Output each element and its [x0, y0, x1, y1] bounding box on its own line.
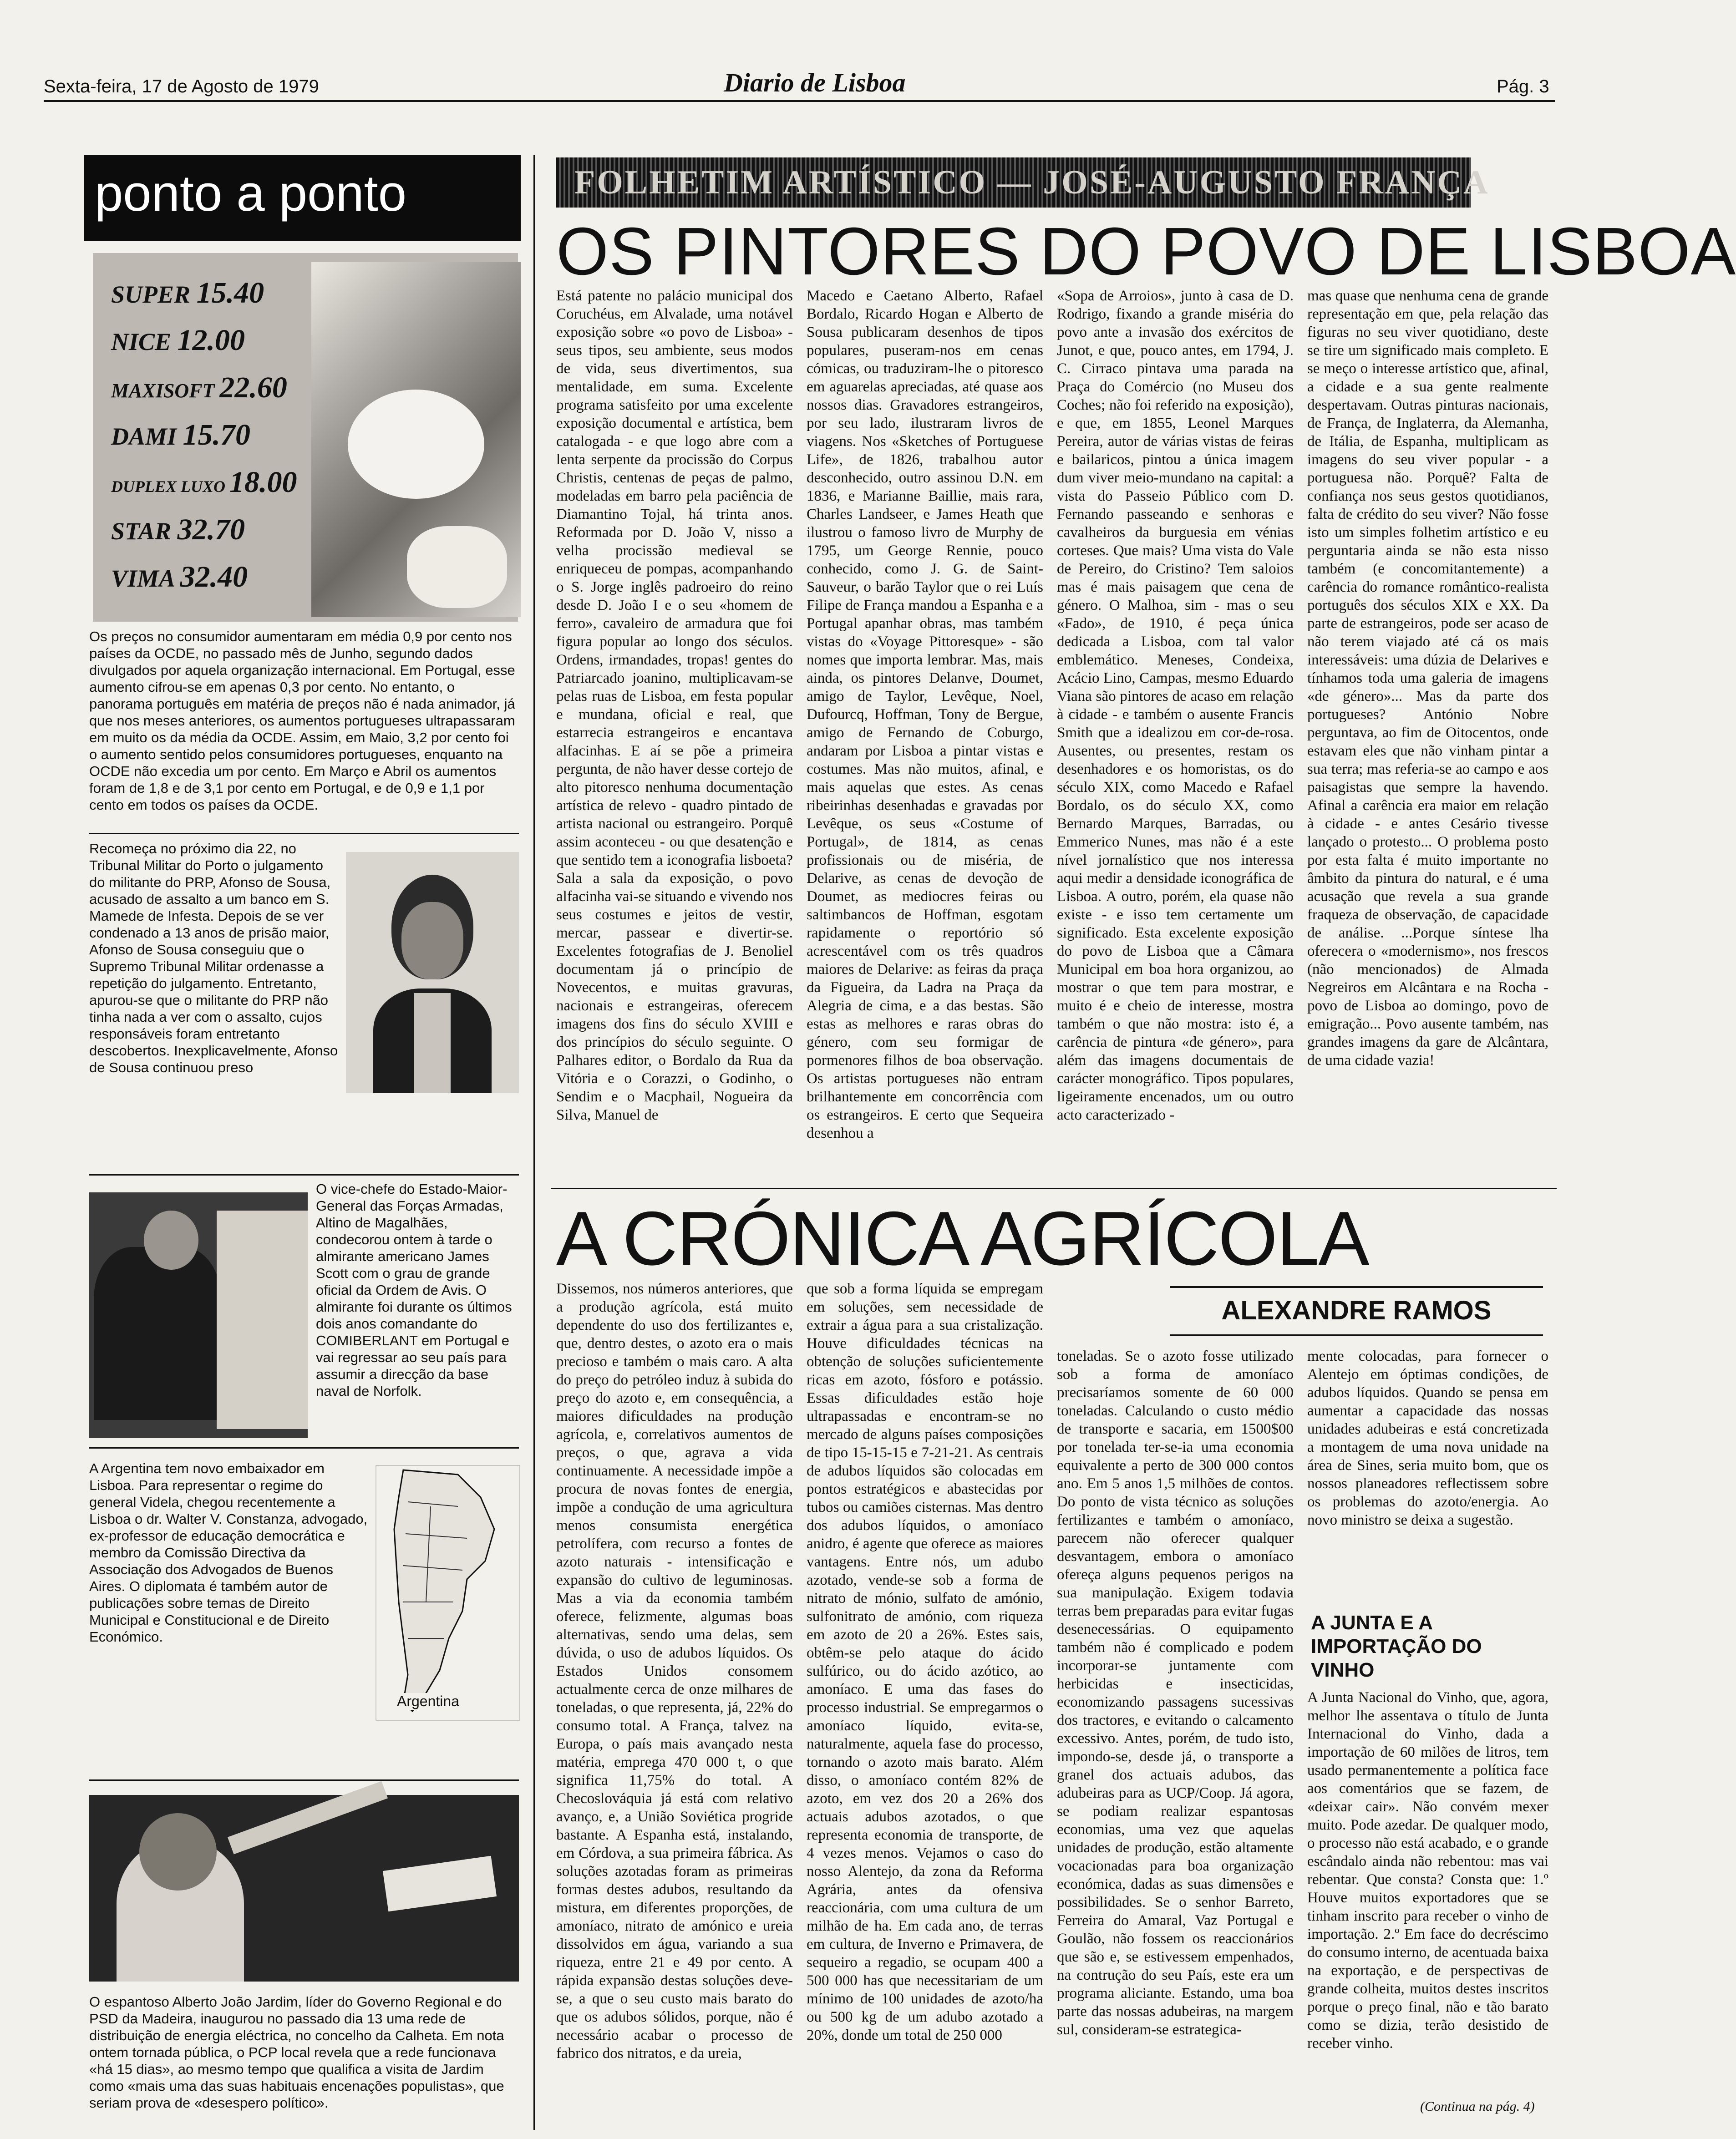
article-text-col-4: mas quase que nenhuma cena de grande representação em que, pela relação das figuras no seu viver quotidiano, deste se tire um significado mais completo. E se meço o interesse artístico que, afinal, a cidade e a sua gente realmente despertavam. Outras pinturas nacionais, de França, de Inglaterra, da Alemanha, de Itália, de Espanha, multiplicam as imagens do seu viver popular - a portuguesa não. Porquê? Falta de confiança nos seus gestos quotidianos, falta de crédito do seu viver? Não fosse isto um simples folhetim artístico e eu perguntaria ainda se não esta nisso também (e concomitantemente) a carência do romance romântico-realista português dos séculos XIX e XX. Da parte de estrangeiros, pode ser acaso de não terem viajado até cá os mais interessáveis: uma dúzia de Delarives e tínhamos toda uma galeria de imagens «de género»... Mas da parte dos portugueses? António Nobre perguntava, ao fim de Oitocentos, onde estavam eles que não vinham pintar a sua terra; mas referia-se ao campo e aos paisagistas que sempre la havendo. Afinal a carência era maior em relação à cidade - e antes Cesário tivesse lançado o protesto... O problema posto por esta falta é muito importante no âmbito da pintura do natural, e é uma acusação que revela a sua grande fraqueza de observação, de capacidade de análise. ...Porque síntese lha oferecera o «modernismo», nos frescos (não mencionados) de Almada Negreiros em Alcântara e na Rocha - povo de Lisboa ao domingo, povo de emigração... Povo ausente também, nas grandes imagens da gare de Alcântara, de uma cidade vazia!: [1307, 288, 1548, 1069]
byline-rule-bottom: [1170, 1334, 1543, 1336]
article-text-col-3: toneladas. Se o azoto fosse utilizado sob a forma de amoníaco precisaríamos somente de 60 000 toneladas. Calculando o custo médio de transporte e sacaria, em 1500$00 por tonelada ter-se-ia uma economia equivalente a perto de 300 000 contos ano. Em 5 anos 1,5 milhões de contos. Do ponto de vista técnico as soluções fertilizantes e também o amoníaco, parecem não oferecer qualquer desvantagem, embora o amoníaco ofereça alguns pequenos perigos na sua manipulação. Exigem todavia terras bem preparadas para evitar fugas desenecessárias. O equipamento também não é complicado e podem incorporar-se juntamente com herbicidas e insecticidas, economizando passagens sucessivas dos tractores, e evitando o calcamento excessivo. Antes, porém, de tudo isto, impondo-se, desde já, o transporte a granel dos actuais adubos, das adubeiras para as UCP/Coop. Já agora, se podiam realizar espantosas economias, uma vez que aquelas unidades de produção, estão altamente vocacionadas para boa organização económica, dadas as suas dimensões e possibilidades. Se o senhor Barreto, Ferreira do Amaral, Vaz Portugal e Goulão, não fossem os reaccionários que são e, se estivessem empenhados, na contrução do seu País, este era um programa aliciante. Estando, uma boa parte das nossas adubeiras, na margem sul, consideram-se estrategica-: [1057, 1348, 1294, 2038]
section-heading-ponto-a-ponto: ponto a ponto: [84, 155, 521, 241]
news-item-argentina: A Argentina tem novo embaixador em Lisboa. Para representar o regime do general Videla, chegou recentemente a Lisboa o dr. Walter V. Constanza, advogado, ex-professor de educação democrática e membro da Comissão Directiva da Associação dos Advogados de Buenos Aires. O diplomata é também autor de publicações sobre temas de Direito Municipal e Constitucional e de Direito Económico.: [89, 1460, 368, 1645]
sign-label: SUPER: [111, 281, 191, 308]
article-headline-cronica: A CRÓNICA AGRÍCOLA: [556, 1196, 1369, 1281]
article-text-col-3: «Sopa de Arroios», junto à casa de D. Rodrigo, fixando a grande miséria do povo ante a invasão dos exércitos de Junot, e que, pouco antes, em 1794, J. C. Cirraco pintava uma parada na Praça do Comércio (no Museu dos Coches; não foi referido na exposição), e que, em 1855, Leonel Marques Pereira, autor de várias vistas de feiras e bailaricos, pintou a única imagem dum viver meio-mundano na capital: a vista do Passeio Público com D. Fernando passeando e senhoras e cavalheiros da burguesia em vénias corteses. Que mais? Uma vista do Vale de Pereiro, do Cristino? Tem saloios mas é mais paisagem que cena de género. O Malhoa, sim - mas o seu «Fado», de 1910, é peça única dedicada a Lisboa, com tal valor emblemático. Meneses, Condeixa, Acácio Lino, Campas, mesmo Eduardo Viana são pintores de acaso em relação à cidade - e também o ausente Francis Smith que a idealizou em cor-de-rosa. Ausentes, ou presentes, restam os desenhadores e os homoristas, os do século XIX, como Macedo e Rafael Bordalo, os do século XX, como Bernardo Marques, Barradas, ou Emmerico Nunes, mas não é a este nível jornalístico que nos interessa aqui medir a densidade iconográfica de Lisboa. A outro, porém, ela quase não existe - e isso tem certamente um significado. Esta excelente exposição do povo de Lisboa que a Câmara Municipal em boa hora organizou, ao mostrar o que tem para mostrar, e muito é e cheio de interesse, mostra também o que não mostra: isto é, a carência de pintura «de género», para além das imagens documentais de carácter monográfico. Tipos populares, ligeiramente encenados, um ou outro acto caracterizado -: [1057, 288, 1294, 1123]
item-divider: [89, 1779, 519, 1781]
item-divider: [89, 1447, 519, 1449]
newspaper-title: Diario de Lisboa: [724, 68, 906, 97]
sign-label: STAR: [111, 517, 172, 545]
sign-label: DAMI: [111, 423, 177, 450]
article-text-col-1: Dissemos, nos números anteriores, que a produção agrícola, está muito dependente do uso dos fertilizantes e, que, dentro destes, o azoto era o mais precioso e também o mais caro. A alta do preço do petróleo induz à subida do preço do azoto e, em consequência, a maiores dificuldades na produção agrícola, e, correlativos aumentos de preços, o que, agrava a vida continuamente. A necessidade impõe a procura de novas fontes de energia, impõe a condução de uma agricultura menos consumista energética petrolífera, com recurso a fontes de azoto naturais - intensificação e expansão do cultivo de leguminosas. Mas a via da economia também oferece, felizmente, algumas boas alternativas, sendo uma delas, sem dúvida, o uso de adubos líquidos. Os Estados Unidos consomem actualmente cerca de onze milhares de toneladas, o que representa, já, 22% do consumo total. A França, talvez na Europa, o país mais avançado nesta matéria, emprega 470 000 t, o que significa 11,75% do total. A Checoslováquia já está com relativo avanço, e, a União Soviética progride bastante. A Espanha está, instalando, em Córdova, a sua primeira fábrica. As soluções azotadas foram as primeiras formas destes adubos, resultando da mistura, em diferentes proporções, de amoníaco, nitrato de amónico e ureia dissolvidos em água, variando a sua riqueza, entre 21 e 49 por cento. A rápida expansão destas soluções deve-se, a que o seu custo mais barato do que os adubos sólidos, porque, não é necessário acabar o processo de fabrico dos nitratos, e da ureia,: [556, 1281, 793, 2062]
sign-label: DUPLEX LUXO: [111, 477, 225, 496]
page-number: Pág. 3: [1497, 76, 1549, 96]
sign-price: 32.70: [177, 513, 245, 546]
item-divider: [89, 833, 519, 834]
news-item-trial: Recomeça no próximo dia 22, no Tribunal Militar do Porto o julgamento do militante do PRP, Afonso de Sousa, acusado de assalto a um banco em S. Mamede de Infesta. Depois de se ver condenado a 13 anos de prisão maior, Afonso de Sousa conseguiu que o Supremo Tribunal Militar ordenasse a repetição do julgamento. Entretanto, apurou-se que o militante do PRP não tinha nada a ver com o assalto, cujos responsáveis foram entretanto descobertos. Inexplicavelmente, Afonso de Sousa continuou preso: [89, 841, 338, 1075]
sign-label: MAXISOFT: [111, 380, 215, 402]
news-item-decoration: O vice-chefe do Estado-Maior-General das Forças Armadas, Altino de Magalhães, condecorou ontem à tarde o almirante americano James Scott com o grau de grande oficial da Ordem de Avis. O almirante foi durante os últimos dois anos comandante do COMIBERLANT em Portugal e vai regressar ao seu país para assumir a direcção da base naval de Norfolk.: [316, 1181, 512, 1399]
masthead-rule: [44, 100, 1555, 102]
issue-date: Sexta-feira, 17 de Agosto de 1979: [44, 76, 319, 96]
byline-rule-top: [1170, 1286, 1543, 1288]
article-headline-pintores: OS PINTORES DO POVO DE LISBOA: [556, 214, 1736, 289]
price-list: [111, 276, 311, 607]
sign-price: 18.00: [229, 466, 297, 499]
sign-label: VIMA: [111, 565, 174, 592]
sign-label: NICE: [111, 328, 172, 355]
folhetim-banner: FOLHETIM ARTÍSTICO — JOSÉ-AUGUSTO FRANÇA: [556, 157, 1471, 208]
article-text-col-2: Macedo e Caetano Alberto, Rafael Bordalo, Ricardo Hogan e Alberto de Sousa publicaram desenhos de tipos populares, puseram-nos em cenas cómicas, ou traduziram-lhe o pitoresco em aguarelas apreciadas, até quase aos nossos dias. Gravadores estrangeiros, por seu lado, ilustraram livros de viagens. Nos «Sketches of Portuguese Life», de 1826, trabalhou autor desconhecido, outro assinou D.N. em 1836, e Marianne Baillie, mais rara, Charles Landseer, e James Heath que ilustrou o famoso livro de Murphy de 1795, um George Rennie, pouco conhecido, como J. G. de Saint-Sauveur, o barão Taylor que o rei Luís Filipe de França mandou a Espanha e a Portugal apanhar obras, mas também vistas do «Voyage Pittoresque» - são nomes que importa lembrar. Mas, mais ainda, os pintores Delanve, Doumet, amigo de Taylor, Levêque, Noel, Dufourcq, Hoffman, Tony de Bergue, amigo de Fernando de Coburgo, andaram por Lisboa a pintar vistas e costumes. Mas não muitos, afinal, e mais aquelas que estes. As cenas ribeirinhas desenhadas e gravadas por Levêque, os seus «Costume of Portugal», de 1814, as cenas profissionais ou de miséria, de Delarive, as cenas de devoção de Doumet, as mediocres feiras ou saltimbancos de Hoffman, esgotam rapidamente o reportório só acrescentável com os três quadros maiores de Delarive: as feiras da praça da Figueira, da Ladra na Praça da Alegria de cima, e a das bestas. São estas as melhores e raras obras do género, com seu formigar de pormenores filhos de boa observação. Os artistas portugueses não entram brilhantemente em concorrência com os estrangeiros. E certo que Sequeira desenhou a: [807, 288, 1043, 1141]
article-text-col-1: Está patente no palácio municipal dos Coruchéus, em Alvalade, uma notável exposição sobre «o povo de Lisboa» - seus tipos, seu ambiente, seus modos de vida, seus divertimentos, sua mentalidade, em suma. Excelente programa satisfeito por uma excelente exposição documental e artística, bem catalogada - e que logo abre com a lenta serpente da procissão do Corpus Christis, centenas de peças de palmo, modeladas em barro pela paciência de Diamantino Tojal, há trinta anos. Reformada por D. João V, nisso a velha procissão medieval se enriqueceu de pompas, acompanhando o S. Jorge inglês padroeiro do reino desde D. João I e o seu «homem de ferro», cavaleiro de armadura que foi figura popular ao longo dos séculos. Ordens, irmandades, tropas! gentes do Patriarcado joanino, multiplicavam-se pelas ruas de Lisboa, em festa popular e mundana, oficial e real, que estarrecia estrangeiros e encantava alfacinhas. E aí se põe a primeira pergunta, de não haver desse cortejo de alto pitoresco nenhuma documentação artística de relevo - quadro pintado de artista nacional ou estrangeiro. Porquê assim aconteceu - ou que desatenção e que sentido tem a iconografia lisboeta? Sala a sala da exposição, o povo alfacinha vai-se situando e vivendo nos seus costumes e jeitos de vestir, mercar, passear e divertir-se. Excelentes fotografias de J. Benoliel documentam já o princípio de Novecentos, e muitas gravuras, nacionais e estrangeiras, oferecem imagens dos fins do século XVIII e dos princípios do século seguinte. O Palhares editor, o Bordalo da Rua da Vitória e o Corazzi, o Godinho, o Sendim e o Macphail, Nogueira da Silva, Manuel de: [556, 288, 793, 1123]
news-item-prices: Os preços no consumidor aumentaram em média 0,9 por cento nos países da OCDE, no passado mês de Junho, segundo dados divulgados por aquela organização internacional. Em Portugal, esse aumento cifrou-se em apenas 0,3 por cento. No entanto, o panorama português em matéria de preços não é nada animador, já que nos meses anteriores, os aumentos portugueses ultrapassaram em muito os da média da OCDE. Assim, em Maio, 3,2 por cento foi o aumento sentido pelos consumidores portugueses, enquanto na OCDE não excedia um por cento. Em Março e Abril os aumentos foram de 1,8 e de 3,1 por cento em Portugal, e de 0,9 e 1,1 por cento em todos os países da OCDE.: [89, 629, 515, 813]
portrait-photo-afonso-de-sousa: [346, 852, 519, 1093]
map-label: Argentina: [394, 1693, 462, 1710]
continued-on-page-note: (Continua na pág. 4): [1420, 2099, 1535, 2114]
alberto-joao-jardim-photo: [89, 1795, 519, 1982]
subheading-junta: A JUNTA E A IMPORTAÇÃO DO VINHO: [1311, 1612, 1482, 1681]
argentina-map: [376, 1465, 520, 1720]
sign-price: 15.70: [183, 418, 251, 451]
item-divider: [89, 1174, 519, 1176]
sidebar-rule: [533, 155, 535, 2130]
sign-price: 15.40: [196, 276, 264, 309]
sign-price: 12.00: [177, 324, 245, 357]
article-text-col-4-top: mente colocadas, para fornecer o Alentejo em óptimas condições, de adubos líquidos. Quando se pensa em aumentar a capacidade das nossas unidades adubeiras e está concretizada a montagem de uma nova unidade na área de Sines, seria muito bom, que os nossos planeadores reflectissem sobre os problemas do azoto/energia. Ao novo ministro se deixa a sugestão.: [1307, 1348, 1548, 1528]
sign-price: 32.40: [180, 560, 248, 593]
article-divider: [551, 1188, 1557, 1189]
byline: ALEXANDRE RAMOS: [1221, 1296, 1492, 1325]
price-signs-photo: [93, 253, 518, 622]
decoration-ceremony-photo: [89, 1192, 308, 1438]
article-text-col-2: que sob a forma líquida se empregam em soluções, sem necessidade de extrair a água para a sua cristalização. Houve dificuldades técnicas na obtenção de soluções suficientemente ricas em azoto, fósforo e potássio. Essas dificuldades estão hoje ultrapassadas e encontram-se no mercado de alguns países composições de tipo 15-15-15 e 7-21-21. As centrais de adubos líquidos são colocadas em pontos estratégicos e abastecidas por tubos ou camiões cisternas. Mas dentro dos adubos líquidos, o amoníaco anidro, é agente que oferece as maiores vantagens. Entre nós, um adubo azotado, vende-se sob a forma de nitrato de mónio, sulfato de amónio, sulfonitrato de amónio, com riqueza em azoto de 20 a 26%. Estes sais, obtêm-se pelo ataque do ácido sulfúrico, ou do ácido azótico, ao amoníaco. E uma das fases do processo industrial. Se empregarmos o amoníaco líquido, evita-se, naturalmente, aquela fase do processo, tornando o azoto mais barato. Além disso, o amoníaco contém 82% de azoto, em vez dos 20 a 26% dos actuais adubos azotados, o que representa economia de transporte, de 4 vezes menos. Vejamos o caso do nosso Alentejo, da zona da Reforma Agrária, antes da ofensiva reaccionária, com uma cultura de um milhão de ha. Em cada ano, de terras em cultura, de Inverno e Primavera, de sequeiro a regadio, se ocupam 400 a 500 000 has que necessitariam de um mínimo de 100 unidades de azoto/ha ou 500 kg de um adubo azotado a 20%, donde um total de 250 000: [807, 1281, 1043, 2043]
article-text-col-4-bottom: A Junta Nacional do Vinho, que, agora, melhor lhe assentava o título de Junta Internacional do Vinho, dada a importação de 60 milões de litros, tem usado permanentemente a política face aos comentários que se fazem, de «deixar cair». Não convém mexer muito. Pode azedar. De qualquer modo, o processo não está acabado, e o grande escândalo ainda não rebentou: mas vai rebentar. Que consta? Consta que: 1.º Houve muitos exportadores que se tinham inscrito para receber o vinho de importação. 2.º Em face do decréscimo do consumo interno, de acentuada baixa na exportação, e de perspectivas de grande colheita, muitos destes inscritos porque o preço final, não e tão barato como se dizia, terão desistido de receber vinho.: [1307, 1689, 1548, 2052]
news-item-jardim: O espantoso Alberto João Jardim, líder do Governo Regional e do PSD da Madeira, inaugurou no passado dia 13 uma rede de distribuição de energia eléctrica, no concelho da Calheta. Em nota ontem tornada pública, o PCP local revela que a rede funcionava «há 15 dias», ao mesmo tempo que qualifica a visita de Jardim como «mais uma das suas habituais encenações populistas», que seriam prova de «desespero político».: [89, 1994, 504, 2111]
sign-price: 22.60: [219, 371, 287, 404]
